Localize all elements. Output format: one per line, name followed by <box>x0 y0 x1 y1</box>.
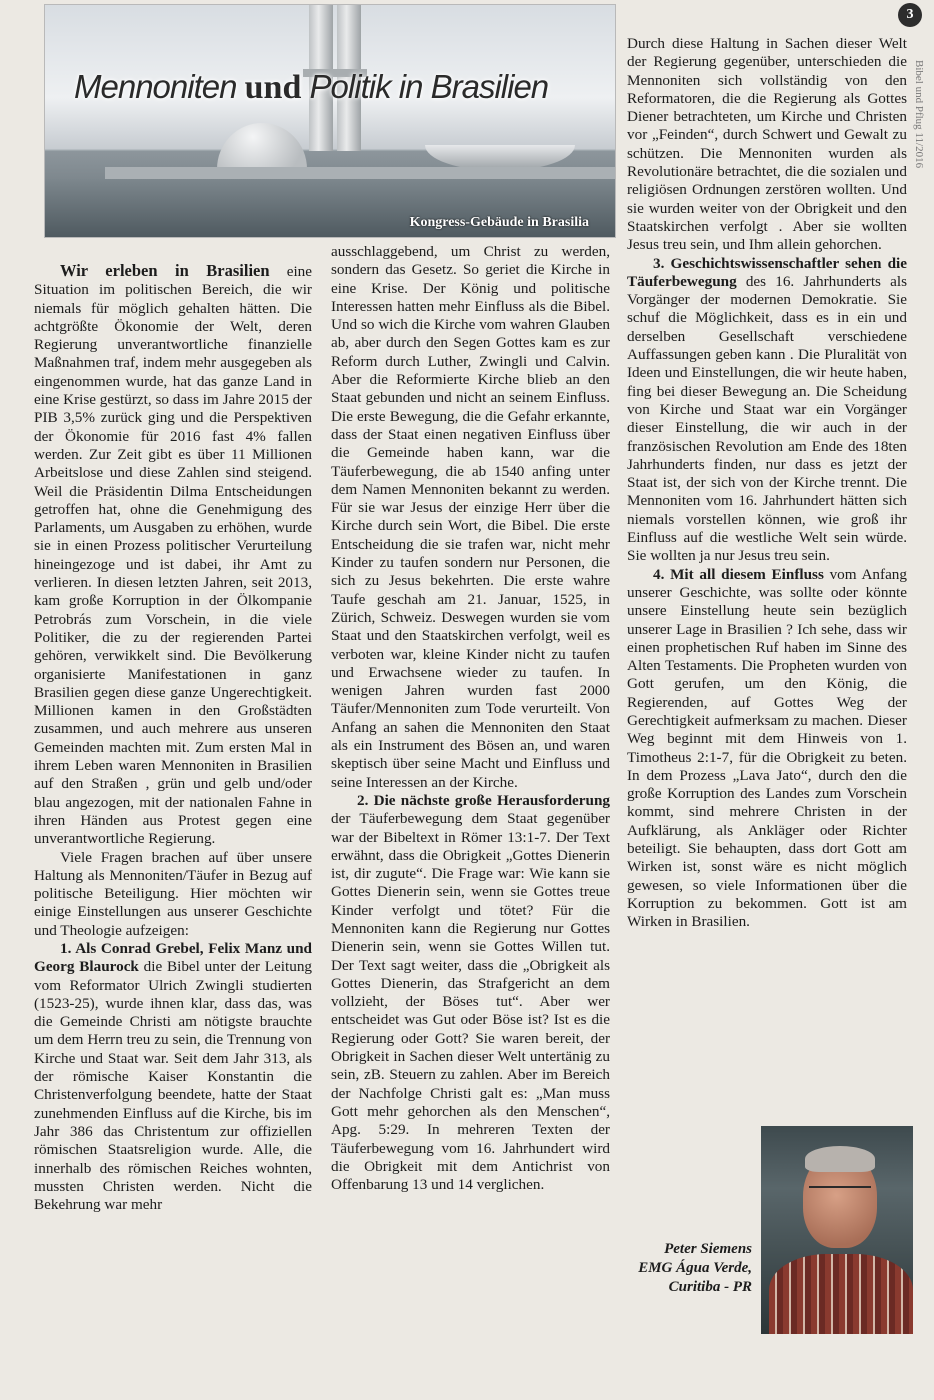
author-city: Curitiba - PR <box>668 1279 752 1295</box>
paragraph-intro: Wir erleben in Brasilien eine Situation im politischen Bereich, die wir niemals für möglich gehalten hätten. Die achtgrößte Ökonomie der Welt, deren Regierung unverantwortliche finanzielle Maßnahmen traf, indem mehr ausgegeben als eingenommen wurde, hat das ganze Land in eine Krise gestürzt, so dass im Jahre 2015 der PIB 3,5% zurück ging und die Perspektiven der Ökonomie für 2016 fast 4% fallen werden. Zur Zeit gibt es über 11 Millionen Arbeitslose und diese Zahlen sind steigend. Weil die Präsidentin Dilma Entscheidungen getroffen hat, ohne die Genehmigung des Parlaments, um Ausgaben zu erhöhen, wurde sie in einen Prozess politischer Verurteilung hineingezoge und ist dabei, ihr Amt zu verlieren. In diesen letzten Jahren, seit 2013, kam große Korruption in der Ölkompanie Petrobrás zum Vorschein, in die viele Politiker, die zu der regierenden Partei gehören, verwikkelt sind. Die Bevölkerung organisierte Manifestationen in ganz Brasilien gegen diese ganze Ungerechtigkeit. Millionen kamen in den Großstädten zusammen, und auch mehrere aus unseren Gemeinden machten mit. Zum ersten Mal in ihrem Leben waren Mennoniten in Brasilien auf den Straßen , grün und gelb und/oder blau angezogen, mit der nationalen Fahne in ihren Händen aus Protest gegen eine unverantwortliche Regierung. <box>34 261 313 848</box>
paragraph-point-4: 4. Mit all diesem Einfluss vom Anfang unserer Geschichte, was sollte oder könnte unsere Einstellung heute sein bezüglich unserer Lage in Brasilien ? Ich sehe, dass wir einen prophetischen Ruf haben im Sinne des Alten Testaments. Die Propheten wurden von Gott gerufen, um den König, die Regierenden, auf Gottes Weg der Gerechtigkeit aufmerksam zu machen. Dieser Weg beginnt mit dem Hinweis von 1. Timotheus 2:1-7, für die Obrigkeit zu beten. In dem Prozess „Lava Jato“, durch den die große Korruption des Landes zum Vorschein kommt, sind mehrere Christen in der Aufklärung, als Ankläger oder Richter beteiligt. Sie behaupten, dass dort Gott am Wirken ist, sonst wäre es nicht möglich gewesen, so viele Informationen über die Korruption zu bekommen. Gott ist am Wirken in Brasilien. <box>627 565 907 931</box>
paragraph-point-3: 3. Geschichtswissenschaftler sehen die Täuferbewegung des 16. Jahrhunderts als Vorgänger der modernen Demokratie. Sie schuf die Möglichkeit, dass es in ein und derselben Gesellschaft verschiedene Auffassungen geben kann . Die Pluralität von Ideen und Einstellungen, die wir heute haben, fing bei dieser Bewegung an. Die Scheidung von Kirche und Staat war ein Vorgänger dieser Einstellung, die wir auch in der französischen Revolution am Ende des 18ten Jahrhunderts finden, nur dass es jetzt der Staat ist, der sich von der Kirche trennt. Die Mennoniten vom 16. Jahrhundert hätten sich niemals vorstellen können, wie groß ihr Einfluss auf die westliche Welt sein würde. Sie wollten ja nur Jesus treu sein. <box>627 254 907 565</box>
senate-dome <box>217 123 307 169</box>
paragraph-point-2: 2. Die nächste große Herausforderung der Täuferbewegung dem Staat gegenüber war der Bibeltext in Römer 13:1-7. Der Text erwähnt, dass die Obrigkeit „Gottes Dienerin ist, dir zugute“. Die Frage war: Wie kann sie Gottes Dienerin sein, wenn sie Gottes treue Kinder verfolgt und tötet? Für die Mennoniten kann die Regierung nur Gottes Dienerin sein, wenn sie Gottes Willen tut. Der Text sagt weiter, dass die „Obrigkeit als Gottes Dienerin, das Strafgericht an dem vollzieht, der Böses tut“. Aber wer entscheidet was Gut oder Böse ist? Ist es die Regierung oder Gott? Sie waren bereit, der Obrigkeit in Sachen dieser Welt untertänig zu sein, zB. Steuern zu zahlen. Aber im Bereich der Nachfolge Christi galt es: „Man muss Gott mehr gehorchen als den Menschen“, Apg. 5:29. In mehreren Texten der Täuferbewegung vom 16. Jahrhundert wird die Obrigkeit mit dem Antichrist von Offenbarung 13 und 14 verglichen. <box>331 791 610 1194</box>
paragraph-continued-2: Durch diese Haltung in Sachen dieser Welt der Regierung gegenüber, unterschieden die Mennoniten sich vollständig von den Reformatoren, die die Regierung als Gottes Diener betrachteten, um Kirche und Christen vor „Feinden“, durch Schwert und Gewalt zu schützen. Die Mennoniten wurden als Revolutionäre betrachtet, die die sozialen und religiösen Ordnungen zerstören wollten. Und sie wurden weiter von der Obrigkeit und den Staatskirchen verfolgt . Aber sie wollten Jesus treu sein, und Ihm allein gehorchen. <box>627 35 907 254</box>
paragraph-continued: ausschlaggebend, um Christ zu werden, sondern das Gesetz. So geriet die Kirche in eine Krise. Der König und politische Interessen hatten mehr Einfluss als die Bibel. Und so wich die Kirche vom wahren Glauben ab, aber durch den Segen Gottes kam es zur Reform durch Luther, Zwingli und Calvin. Aber die Reformierte Kirche blieb an den Staat gebunden und nicht an seinem Einfluss. Die erste Bewegung, die die Gefahr erkannte, dass der Staat einen negativen Einfluss über die Gemeinde haben kann, war die Täuferbewegung, die ab 1540 anfing unter dem Namen Mennoniten bekannt zu werden. Für sie war Jesus der einzige Herr über die Kirche durch sein Wort, die Bibel. Die erste Entscheidung die sie trafen war, nicht mehr Kinder zu taufen sondern nur Personen, die sich zu Jesus bekehrten. Die erste wahre Taufe geschah am 21. Januar, 1525, in Zürich, Schweiz. Deswegen wurden sie vom Staat und den Staatskirchen verfolgt, weil es verboten war, kleine Kinder nicht zu taufen und Erwachsene wieder zu taufen. In wenigen Jahren wurden fast 2000 Täufer/Mennoniten zum Tode verurteilt. Von Anfang an sahen die Mennoniten den Staat als ein Instrument des Bösen an, und waren skeptisch über seine Macht und Einfluss und seine Interessen an der Kirche. <box>331 243 610 791</box>
side-running-text: Bibel und Pflug 11/2016 <box>913 60 925 169</box>
text-column-1 <box>34 262 312 1214</box>
author-church: EMG Água Verde, <box>638 1260 752 1276</box>
article-title: Mennoniten und Politik in Brasilien <box>74 68 549 106</box>
paragraph-questions: Viele Fragen brachen auf über unsere Haltung als Mennoniten/Täufer in Bezug auf politische Beteiligung. Hier möchten wir einige Einstellungen aus unserer Geschichte und Theologie aufzeigen: <box>34 848 312 939</box>
author-name: Peter Siemens <box>664 1241 752 1257</box>
paragraph-point-1: 1. Als Conrad Grebel, Felix Manz und Georg Blaurock die Bibel unter der Leitung vom Reformator Ulrich Zwingli studierten (1523-25), wurde ihnen klar, dass das, was die Gemeinde Christi am nötigste brauchte um dem Herrn treu zu sein, die Trennung von Kirche und Staat war. Seit dem Jahr 313, als der römische Kaiser Konstantin die Christenverfolgung beendete, hatte der Staat zunehmenden Einfluss auf die Kirche, bis im Jahr 386 das Christentum zur offiziellen römischen Staatsreligion wurde. Alle, die innerhalb des römischen Reiches wohnten, mussten Christen werden. Nicht die Bekehrung war mehr <box>34 939 313 1214</box>
text-column-2 <box>331 243 610 1194</box>
hero-image <box>44 4 616 238</box>
text-column-3 <box>627 35 907 932</box>
author-photo <box>761 1126 913 1334</box>
author-signature <box>600 1240 752 1297</box>
image-caption: Kongress-Gebäude in Brasilia <box>409 215 589 230</box>
page-number-badge: 3 <box>898 3 922 27</box>
